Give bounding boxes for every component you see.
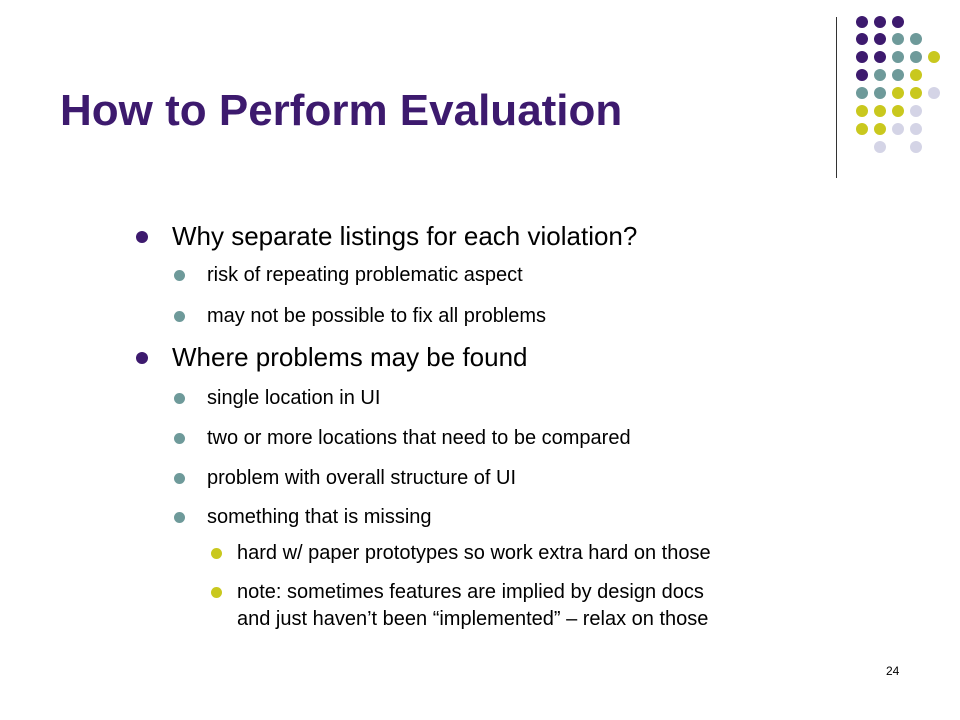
bullet-dot [174, 311, 185, 322]
bullet-text: may not be possible to fix all problems [207, 305, 547, 327]
bullet-text: problem with overall structure of UI [207, 467, 517, 489]
bullet-dot [174, 512, 185, 523]
list-item [237, 541, 711, 565]
bullet-dot [211, 548, 222, 559]
bullet-text: single location in UI [207, 387, 381, 409]
bullet-text: two or more locations that need to be compared [207, 427, 631, 449]
list-item-continuation [237, 607, 708, 631]
bullet-dot [136, 231, 148, 243]
list-item [172, 342, 528, 372]
list-item [207, 263, 523, 287]
bullet-text: something that is missing [207, 506, 432, 528]
page-number: 24 [886, 664, 900, 678]
bullet-dot [136, 352, 148, 364]
bullet-dot [174, 433, 185, 444]
bullet-text: Where problems may be found [172, 342, 528, 372]
bullet-dot [174, 393, 185, 404]
bullet-text: risk of repeating problematic aspect [207, 264, 523, 286]
bullet-text: and just haven’t been “implemented” – relax on those [237, 608, 709, 630]
bullet-text: hard w/ paper prototypes so work extra hard on those [237, 542, 711, 564]
list-item [172, 221, 637, 251]
bullet-text: note: sometimes features are implied by design docs [237, 581, 704, 603]
list-item [207, 505, 432, 529]
list-item [237, 580, 704, 604]
bullet-dot [211, 587, 222, 598]
bullet-text: Why separate listings for each violation? [172, 221, 638, 251]
bullet-dot [174, 270, 185, 281]
list-item [207, 466, 516, 490]
list-item [207, 386, 380, 410]
list-item [207, 304, 546, 328]
slide-title: How to Perform Evaluation [60, 86, 623, 135]
bullet-dot [174, 473, 185, 484]
list-item [207, 426, 631, 450]
